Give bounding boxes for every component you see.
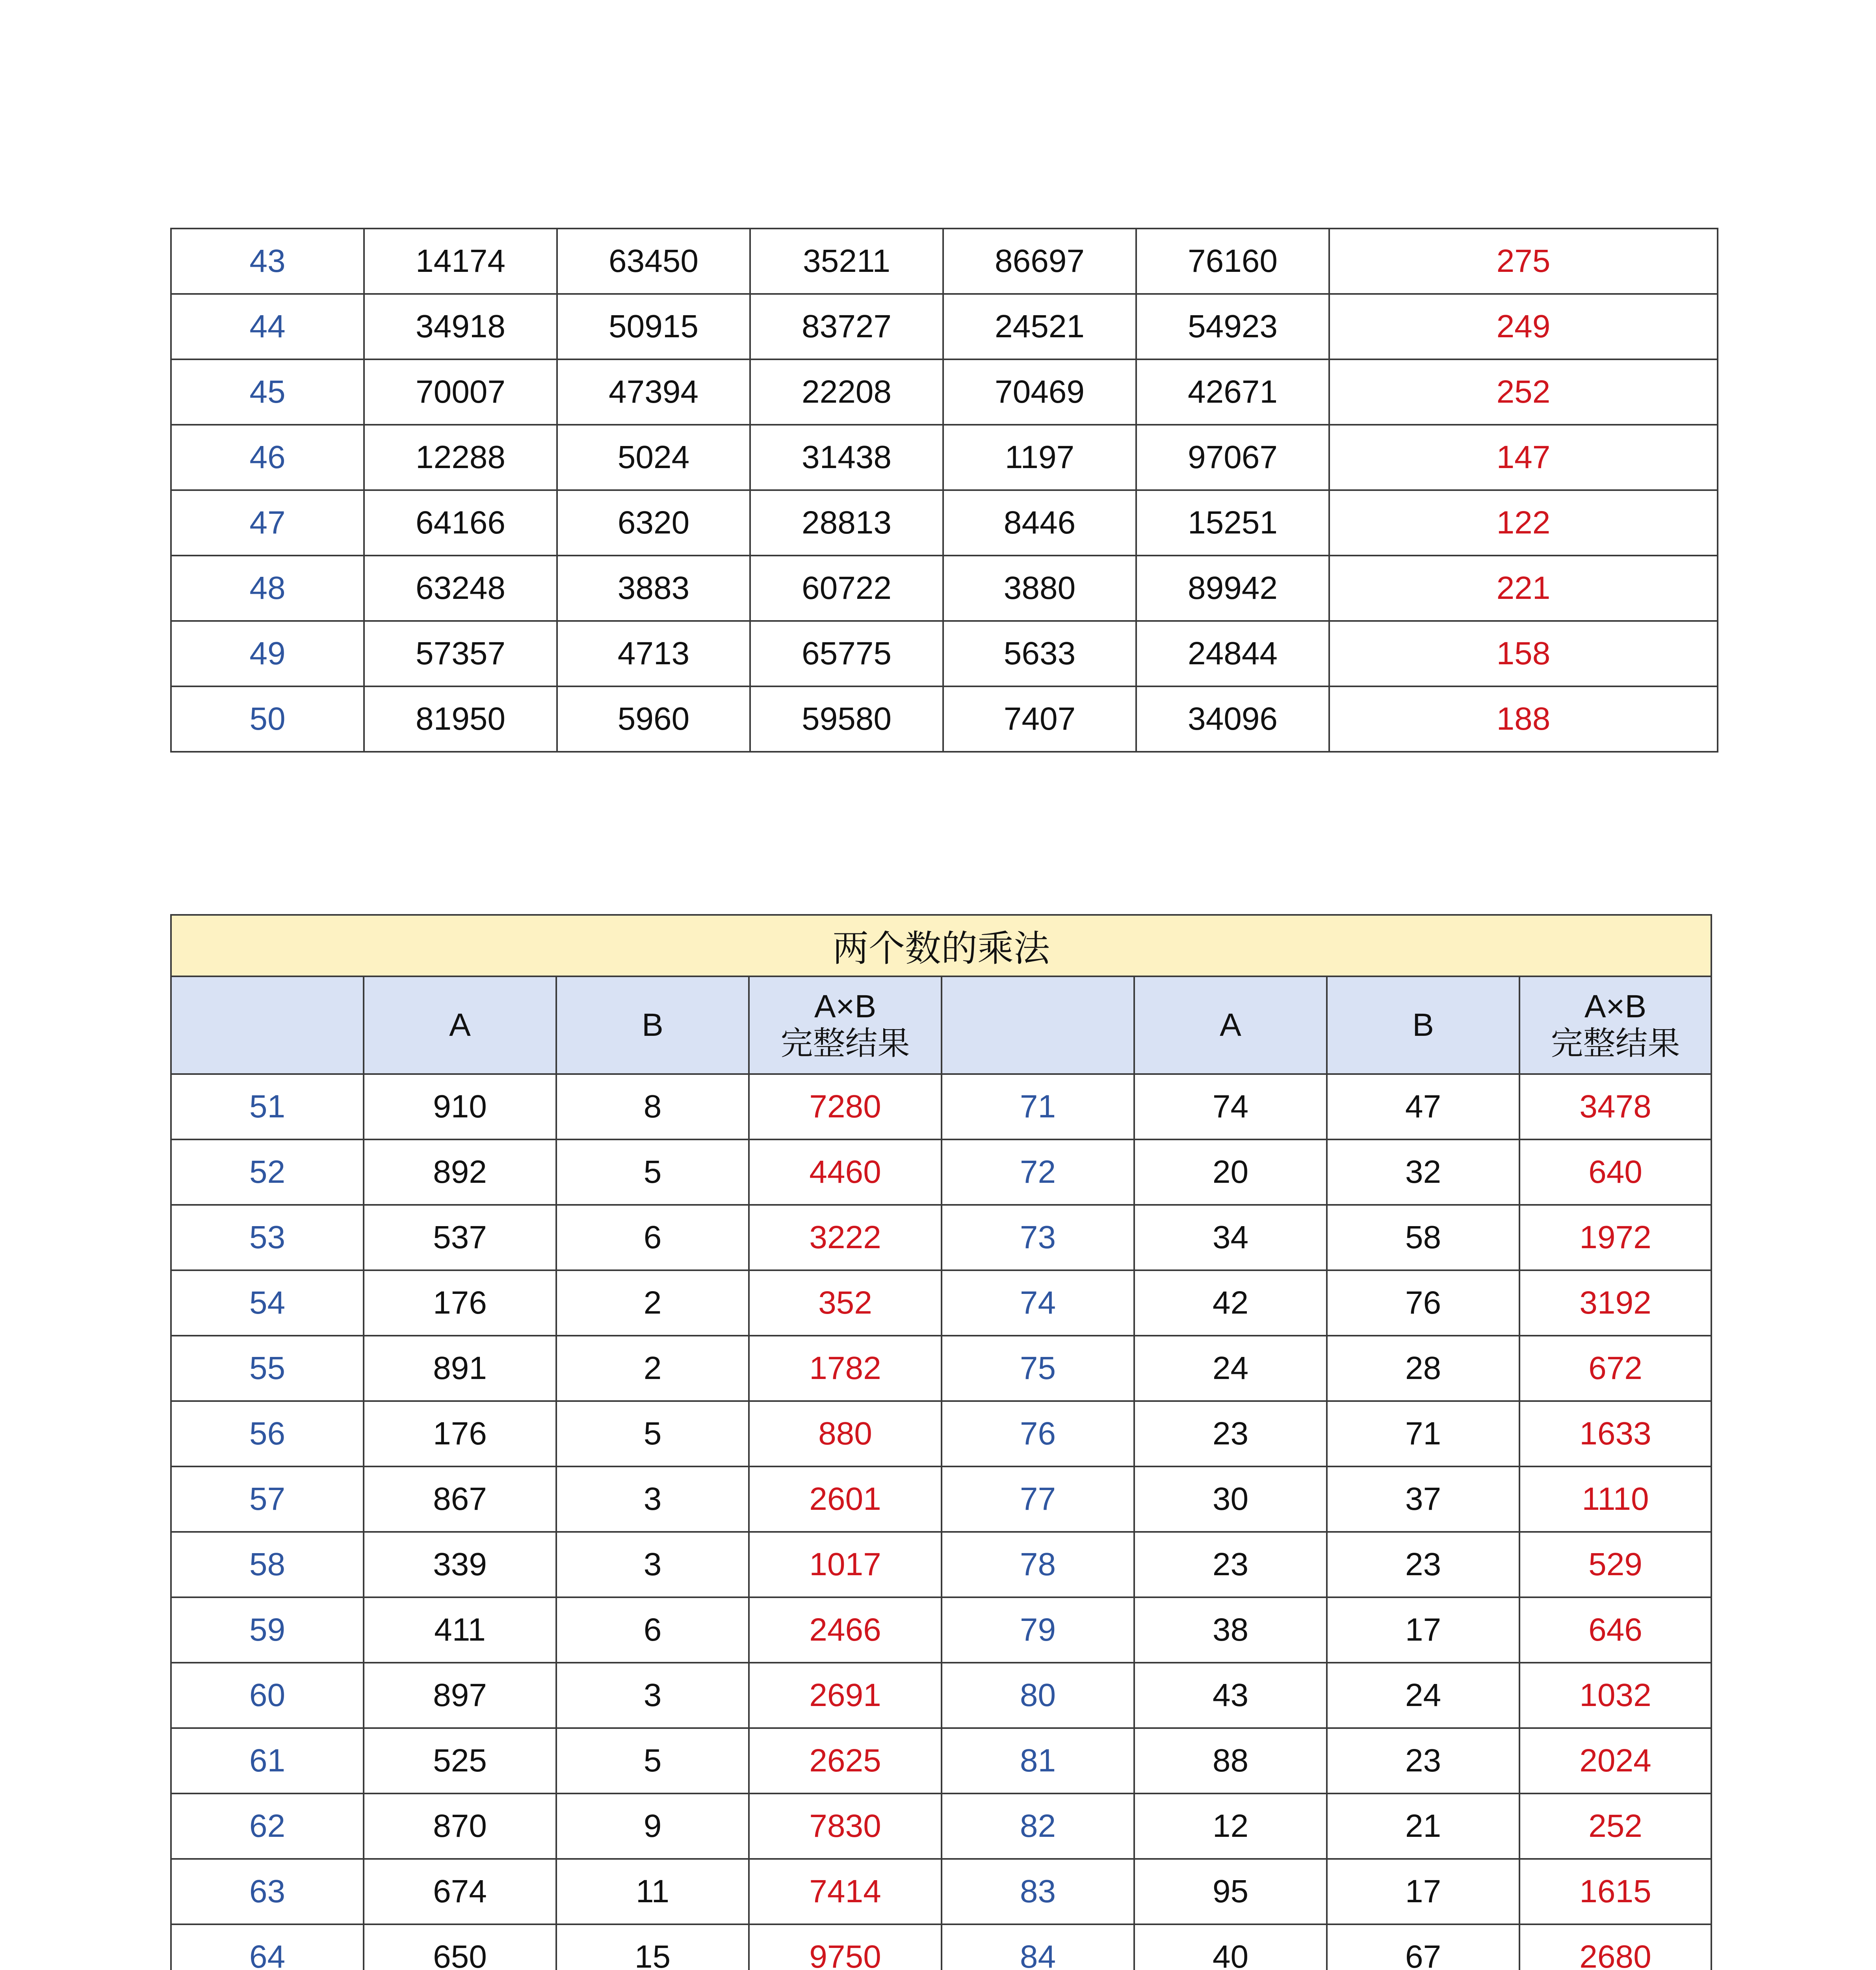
row-index-right: 75	[942, 1336, 1134, 1401]
value-cell: 22208	[750, 359, 943, 425]
operand-b-right: 28	[1327, 1336, 1519, 1401]
product-left: 1782	[749, 1336, 942, 1401]
row-index-right: 73	[942, 1205, 1134, 1270]
table-row	[171, 1728, 1711, 1793]
operand-b-left: 8	[556, 1074, 749, 1139]
table-row	[171, 1401, 1711, 1466]
product-left: 2466	[749, 1597, 942, 1663]
operand-b-left: 6	[556, 1597, 749, 1663]
operand-a-right: 23	[1134, 1532, 1327, 1597]
operand-b-left: 2	[556, 1336, 749, 1401]
table-row	[171, 686, 1718, 752]
product-left: 2625	[749, 1728, 942, 1793]
operand-a-left: 870	[364, 1793, 556, 1859]
result-cell: 275	[1329, 229, 1718, 294]
row-index-left: 51	[171, 1074, 364, 1139]
result-cell: 122	[1329, 490, 1718, 556]
top-data-table	[170, 228, 1718, 753]
operand-a-right: 40	[1134, 1924, 1327, 1970]
multiplication-table	[170, 914, 1712, 1970]
operand-a-left: 892	[364, 1139, 556, 1205]
table-row	[171, 1663, 1711, 1728]
value-cell: 5024	[557, 425, 750, 490]
operand-a-right: 20	[1134, 1139, 1327, 1205]
header-product-line2: 完整结果	[1551, 1026, 1680, 1061]
operand-b-right: 21	[1327, 1793, 1519, 1859]
product-left: 2601	[749, 1466, 942, 1532]
operand-b-right: 23	[1327, 1532, 1519, 1597]
row-index: 49	[171, 621, 364, 686]
row-index-left: 52	[171, 1139, 364, 1205]
result-cell: 147	[1329, 425, 1718, 490]
row-index-left: 58	[171, 1532, 364, 1597]
header-index-right	[942, 976, 1134, 1074]
operand-b-left: 9	[556, 1793, 749, 1859]
value-cell: 63450	[557, 229, 750, 294]
row-index-right: 83	[942, 1859, 1134, 1924]
table-row	[171, 490, 1718, 556]
row-index-left: 60	[171, 1663, 364, 1728]
product-right: 672	[1519, 1336, 1711, 1401]
result-cell: 221	[1329, 556, 1718, 621]
table-row	[171, 556, 1718, 621]
product-left: 7280	[749, 1074, 942, 1139]
product-left: 352	[749, 1270, 942, 1336]
table-row	[171, 1139, 1711, 1205]
result-cell: 188	[1329, 686, 1718, 752]
product-right: 640	[1519, 1139, 1711, 1205]
value-cell: 63248	[364, 556, 557, 621]
operand-b-right: 32	[1327, 1139, 1519, 1205]
table-row	[171, 1597, 1711, 1663]
operand-a-left: 176	[364, 1270, 556, 1336]
table-row	[171, 621, 1718, 686]
operand-b-right: 58	[1327, 1205, 1519, 1270]
row-index-right: 80	[942, 1663, 1134, 1728]
operand-a-left: 411	[364, 1597, 556, 1663]
row-index: 46	[171, 425, 364, 490]
operand-b-left: 6	[556, 1205, 749, 1270]
operand-a-right: 12	[1134, 1793, 1327, 1859]
header-product-line1: A×B	[814, 988, 877, 1024]
operand-a-left: 339	[364, 1532, 556, 1597]
header-a-right: A	[1134, 976, 1327, 1074]
table-row	[171, 229, 1718, 294]
operand-b-right: 17	[1327, 1597, 1519, 1663]
table-title-row	[171, 915, 1711, 976]
table-row	[171, 1466, 1711, 1532]
table-header-row	[171, 976, 1711, 1074]
product-right: 1032	[1519, 1663, 1711, 1728]
value-cell: 50915	[557, 294, 750, 359]
value-cell: 1197	[943, 425, 1136, 490]
row-index-right: 71	[942, 1074, 1134, 1139]
value-cell: 86697	[943, 229, 1136, 294]
table-row	[171, 1859, 1711, 1924]
product-right: 646	[1519, 1597, 1711, 1663]
value-cell: 28813	[750, 490, 943, 556]
operand-a-right: 43	[1134, 1663, 1327, 1728]
row-index-right: 72	[942, 1139, 1134, 1205]
result-cell: 249	[1329, 294, 1718, 359]
value-cell: 8446	[943, 490, 1136, 556]
row-index-left: 63	[171, 1859, 364, 1924]
row-index: 44	[171, 294, 364, 359]
product-right: 529	[1519, 1532, 1711, 1597]
product-left: 3222	[749, 1205, 942, 1270]
operand-a-left: 867	[364, 1466, 556, 1532]
product-right: 1972	[1519, 1205, 1711, 1270]
result-cell: 158	[1329, 621, 1718, 686]
value-cell: 64166	[364, 490, 557, 556]
value-cell: 54923	[1136, 294, 1329, 359]
operand-a-right: 88	[1134, 1728, 1327, 1793]
product-left: 2691	[749, 1663, 942, 1728]
top-table-body	[171, 229, 1718, 752]
operand-a-right: 34	[1134, 1205, 1327, 1270]
header-b-left: B	[556, 976, 749, 1074]
product-right: 2024	[1519, 1728, 1711, 1793]
value-cell: 31438	[750, 425, 943, 490]
value-cell: 70007	[364, 359, 557, 425]
operand-b-right: 24	[1327, 1663, 1519, 1728]
value-cell: 35211	[750, 229, 943, 294]
table-row	[171, 1532, 1711, 1597]
operand-b-right: 23	[1327, 1728, 1519, 1793]
row-index-left: 62	[171, 1793, 364, 1859]
operand-a-right: 74	[1134, 1074, 1327, 1139]
operand-b-left: 5	[556, 1401, 749, 1466]
operand-b-right: 71	[1327, 1401, 1519, 1466]
row-index: 43	[171, 229, 364, 294]
value-cell: 57357	[364, 621, 557, 686]
operand-b-left: 3	[556, 1466, 749, 1532]
operand-a-left: 650	[364, 1924, 556, 1970]
operand-b-left: 3	[556, 1663, 749, 1728]
table-row	[171, 1793, 1711, 1859]
operand-b-right: 67	[1327, 1924, 1519, 1970]
row-index: 45	[171, 359, 364, 425]
operand-a-right: 24	[1134, 1336, 1327, 1401]
value-cell: 97067	[1136, 425, 1329, 490]
value-cell: 4713	[557, 621, 750, 686]
operand-a-left: 537	[364, 1205, 556, 1270]
header-b-right: B	[1327, 976, 1519, 1074]
value-cell: 81950	[364, 686, 557, 752]
value-cell: 60722	[750, 556, 943, 621]
header-product-line2: 完整结果	[780, 1026, 910, 1061]
value-cell: 59580	[750, 686, 943, 752]
row-index-left: 54	[171, 1270, 364, 1336]
row-index-left: 59	[171, 1597, 364, 1663]
row-index: 47	[171, 490, 364, 556]
operand-a-left: 525	[364, 1728, 556, 1793]
product-left: 7414	[749, 1859, 942, 1924]
value-cell: 76160	[1136, 229, 1329, 294]
value-cell: 3880	[943, 556, 1136, 621]
row-index-left: 57	[171, 1466, 364, 1532]
table-row	[171, 1336, 1711, 1401]
value-cell: 42671	[1136, 359, 1329, 425]
operand-b-left: 15	[556, 1924, 749, 1970]
operand-b-right: 37	[1327, 1466, 1519, 1532]
row-index-right: 81	[942, 1728, 1134, 1793]
value-cell: 24521	[943, 294, 1136, 359]
value-cell: 12288	[364, 425, 557, 490]
value-cell: 47394	[557, 359, 750, 425]
row-index-right: 74	[942, 1270, 1134, 1336]
product-right: 3478	[1519, 1074, 1711, 1139]
table-row	[171, 359, 1718, 425]
value-cell: 5960	[557, 686, 750, 752]
operand-b-left: 5	[556, 1728, 749, 1793]
product-left: 1017	[749, 1532, 942, 1597]
value-cell: 34918	[364, 294, 557, 359]
value-cell: 65775	[750, 621, 943, 686]
operand-b-right: 17	[1327, 1859, 1519, 1924]
table-title: 两个数的乘法	[171, 915, 1711, 976]
value-cell: 14174	[364, 229, 557, 294]
row-index: 48	[171, 556, 364, 621]
product-right: 1110	[1519, 1466, 1711, 1532]
operand-b-left: 11	[556, 1859, 749, 1924]
value-cell: 89942	[1136, 556, 1329, 621]
operand-b-right: 76	[1327, 1270, 1519, 1336]
operand-a-right: 42	[1134, 1270, 1327, 1336]
row-index-left: 55	[171, 1336, 364, 1401]
header-product-left	[749, 976, 942, 1074]
value-cell: 34096	[1136, 686, 1329, 752]
row-index-right: 84	[942, 1924, 1134, 1970]
value-cell: 83727	[750, 294, 943, 359]
row-index-left: 64	[171, 1924, 364, 1970]
operand-b-left: 5	[556, 1139, 749, 1205]
value-cell: 15251	[1136, 490, 1329, 556]
table-row	[171, 425, 1718, 490]
product-left: 9750	[749, 1924, 942, 1970]
row-index-left: 56	[171, 1401, 364, 1466]
value-cell: 7407	[943, 686, 1136, 752]
product-right: 3192	[1519, 1270, 1711, 1336]
row-index-right: 76	[942, 1401, 1134, 1466]
multiplication-table-body	[171, 915, 1711, 1970]
value-cell: 5633	[943, 621, 1136, 686]
row-index-right: 82	[942, 1793, 1134, 1859]
operand-a-right: 30	[1134, 1466, 1327, 1532]
operand-a-left: 891	[364, 1336, 556, 1401]
row-index-right: 77	[942, 1466, 1134, 1532]
operand-a-left: 910	[364, 1074, 556, 1139]
operand-b-left: 3	[556, 1532, 749, 1597]
value-cell: 3883	[557, 556, 750, 621]
product-right: 252	[1519, 1793, 1711, 1859]
row-index-right: 79	[942, 1597, 1134, 1663]
product-left: 7830	[749, 1793, 942, 1859]
table-row	[171, 1205, 1711, 1270]
row-index-left: 61	[171, 1728, 364, 1793]
operand-a-right: 38	[1134, 1597, 1327, 1663]
table-row	[171, 294, 1718, 359]
product-right: 2680	[1519, 1924, 1711, 1970]
value-cell: 70469	[943, 359, 1136, 425]
table-row	[171, 1074, 1711, 1139]
operand-a-right: 95	[1134, 1859, 1327, 1924]
product-left: 880	[749, 1401, 942, 1466]
result-cell: 252	[1329, 359, 1718, 425]
table-row	[171, 1924, 1711, 1970]
header-a-left: A	[364, 976, 556, 1074]
operand-b-left: 2	[556, 1270, 749, 1336]
product-right: 1615	[1519, 1859, 1711, 1924]
value-cell: 24844	[1136, 621, 1329, 686]
product-right: 1633	[1519, 1401, 1711, 1466]
row-index: 50	[171, 686, 364, 752]
product-left: 4460	[749, 1139, 942, 1205]
operand-a-right: 23	[1134, 1401, 1327, 1466]
header-product-right	[1519, 976, 1711, 1074]
operand-a-left: 176	[364, 1401, 556, 1466]
table-row	[171, 1270, 1711, 1336]
operand-b-right: 47	[1327, 1074, 1519, 1139]
operand-a-left: 897	[364, 1663, 556, 1728]
operand-a-left: 674	[364, 1859, 556, 1924]
value-cell: 6320	[557, 490, 750, 556]
header-product-line1: A×B	[1584, 988, 1647, 1024]
header-index-left	[171, 976, 364, 1074]
row-index-left: 53	[171, 1205, 364, 1270]
row-index-right: 78	[942, 1532, 1134, 1597]
